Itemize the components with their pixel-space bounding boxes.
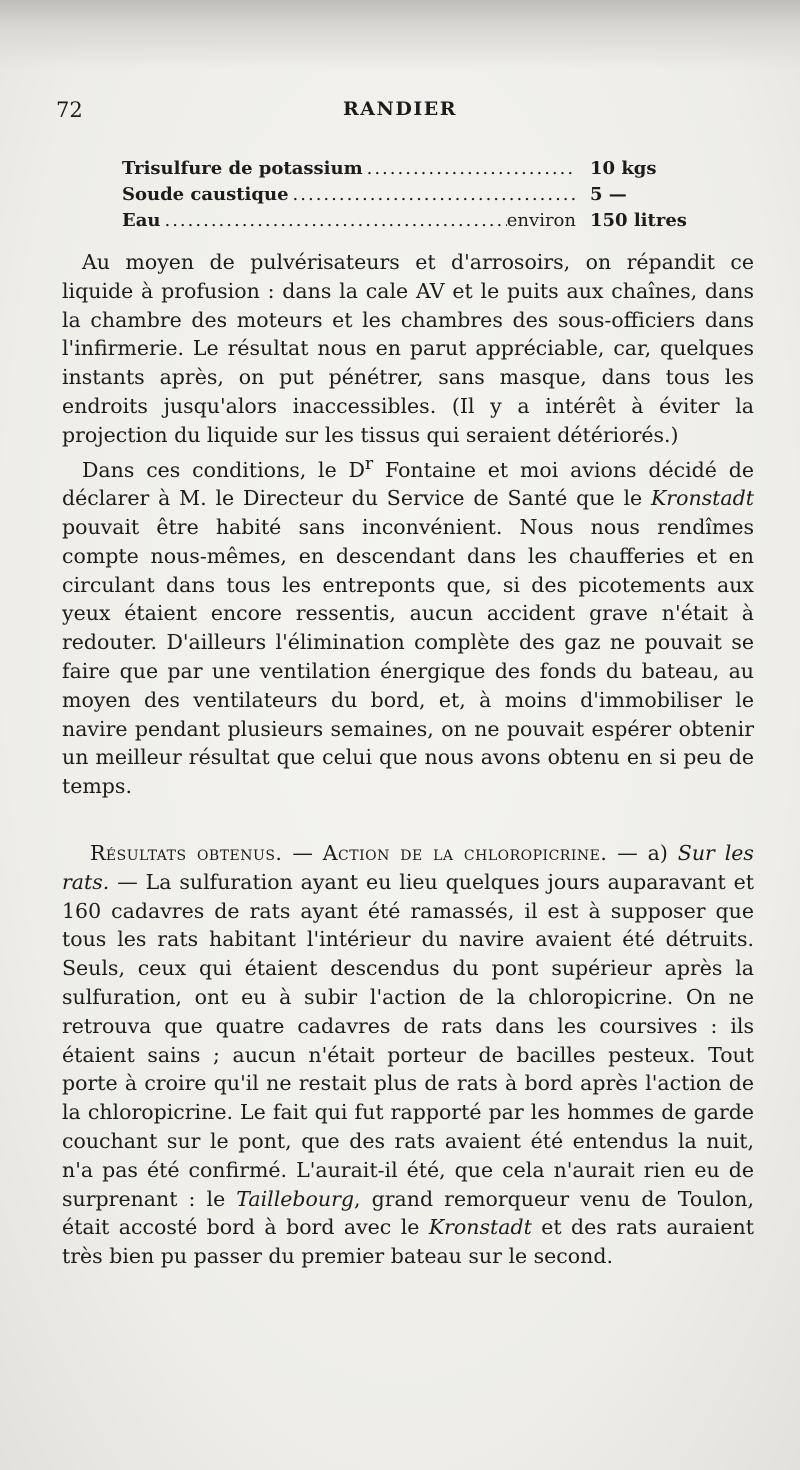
subsection-title: Sur les rats. [62,840,754,894]
paragraph: Au moyen de pulvérisateurs et d'arrosoirs, on répandit ce liquide à profusion : dans la cale AV et le puits aux chaînes, dans la chambre des moteurs et les chambres des sous-officiers dans l'infirmerie. Le résultat nous en parut appréciable, car, quelques instants après, on put pénétrer, sans masque, dans tous les endroits jusqu'alors inaccessibles. (Il y a intérêt à éviter la projection du liquide sur les tissus qui seraient détériorés.) [62,250,754,447]
text-run: — [109,869,146,894]
ingredient-name: Eau [122,210,161,231]
recipe-row [122,208,687,234]
text-run: Dans ces conditions, le D [82,457,365,482]
scan-shadow [0,0,800,70]
leader-dots [160,208,506,234]
text-run: a) [647,840,678,865]
section-heading: Action de la chloropicrine. [322,840,608,865]
ship-name: Taillebourg [236,1186,354,1211]
ingredient-name: Trisulfure de potassium [122,158,363,179]
recipe-list [122,156,687,234]
page-number: 72 [56,98,83,122]
running-head: RANDIER [342,98,458,120]
section-heading: Résultats obtenus. [90,840,283,865]
leader-dots [289,182,576,208]
text-run: Fontaine et moi avions décidé de déclarer à M. le Directeur du Service de Santé que le [62,457,755,511]
ingredient-name: Soude caustique [122,184,289,205]
text-run: — [282,840,323,865]
page-header [0,98,800,128]
ship-name: Kronstadt [650,486,754,511]
body-text [62,248,754,1271]
leader-dots [363,156,576,182]
text-run: pouvait être habité sans inconvénient. Nous nous rendîmes compte nous-mêmes, en descendant dans les chaufferies et en circulant dans tous les entreponts que, si des picotements aux yeux étaient encore ressentis, aucun accident grave n'était à redouter. D'ailleurs l'élimination complète des gaz ne pouvait se faire que par une ventilation énergique des fonds du bateau, au moyen des ventilateurs du bord, et, à moins d'immobiliser le navire pendant plusieurs semaines, on ne pouvait espérer obtenir un meilleur résultat que celui que nous avons obtenu en si peu de temps. [62,515,754,799]
text-run: , grand remorqueur venu de Toulon, était accosté bord à bord avec le [62,1186,754,1240]
superscript: r [365,453,374,474]
recipe-row [122,182,682,208]
ingredient-note: environ [506,210,576,231]
paragraph [62,450,754,801]
ingredient-quantity: 10 kgs [590,158,657,179]
ingredient-quantity: 150 litres [590,210,687,231]
ship-name: Kronstadt [428,1215,532,1240]
text-run: et des rats auraient très bien pu passer du premier bateau sur le second. [62,1215,754,1269]
recipe-row [122,156,682,182]
text-run: — [607,840,648,865]
ingredient-quantity: 5 — [590,184,627,205]
section-paragraph [62,839,754,1271]
text-run: La sulfuration ayant eu lieu quelques jours auparavant et 160 cadavres de rats ayant été ramassés, il est à supposer que tous les rats habitant l'intérieur du navire avaient été détruits. Seuls, ceux qui étaient descendus du pont supérieur après la sulfuration, ont eu à subir l'action de la chloropicrine. On ne retrouva que quatre cadavres de rats dans les coursives : ils étaient sains ; aucun n'était porteur de bacilles pesteux. Tout porte à croire qu'il ne restait plus de rats à bord après l'action de la chloropicrine. Le fait qui fut rapporté par les hommes de garde couchant sur le pont, que des rats avaient été entendus la nuit, n'a pas été confirmé. L'aurait-il été, que cela n'aurait rien eu de surprenant : le [62,869,754,1211]
